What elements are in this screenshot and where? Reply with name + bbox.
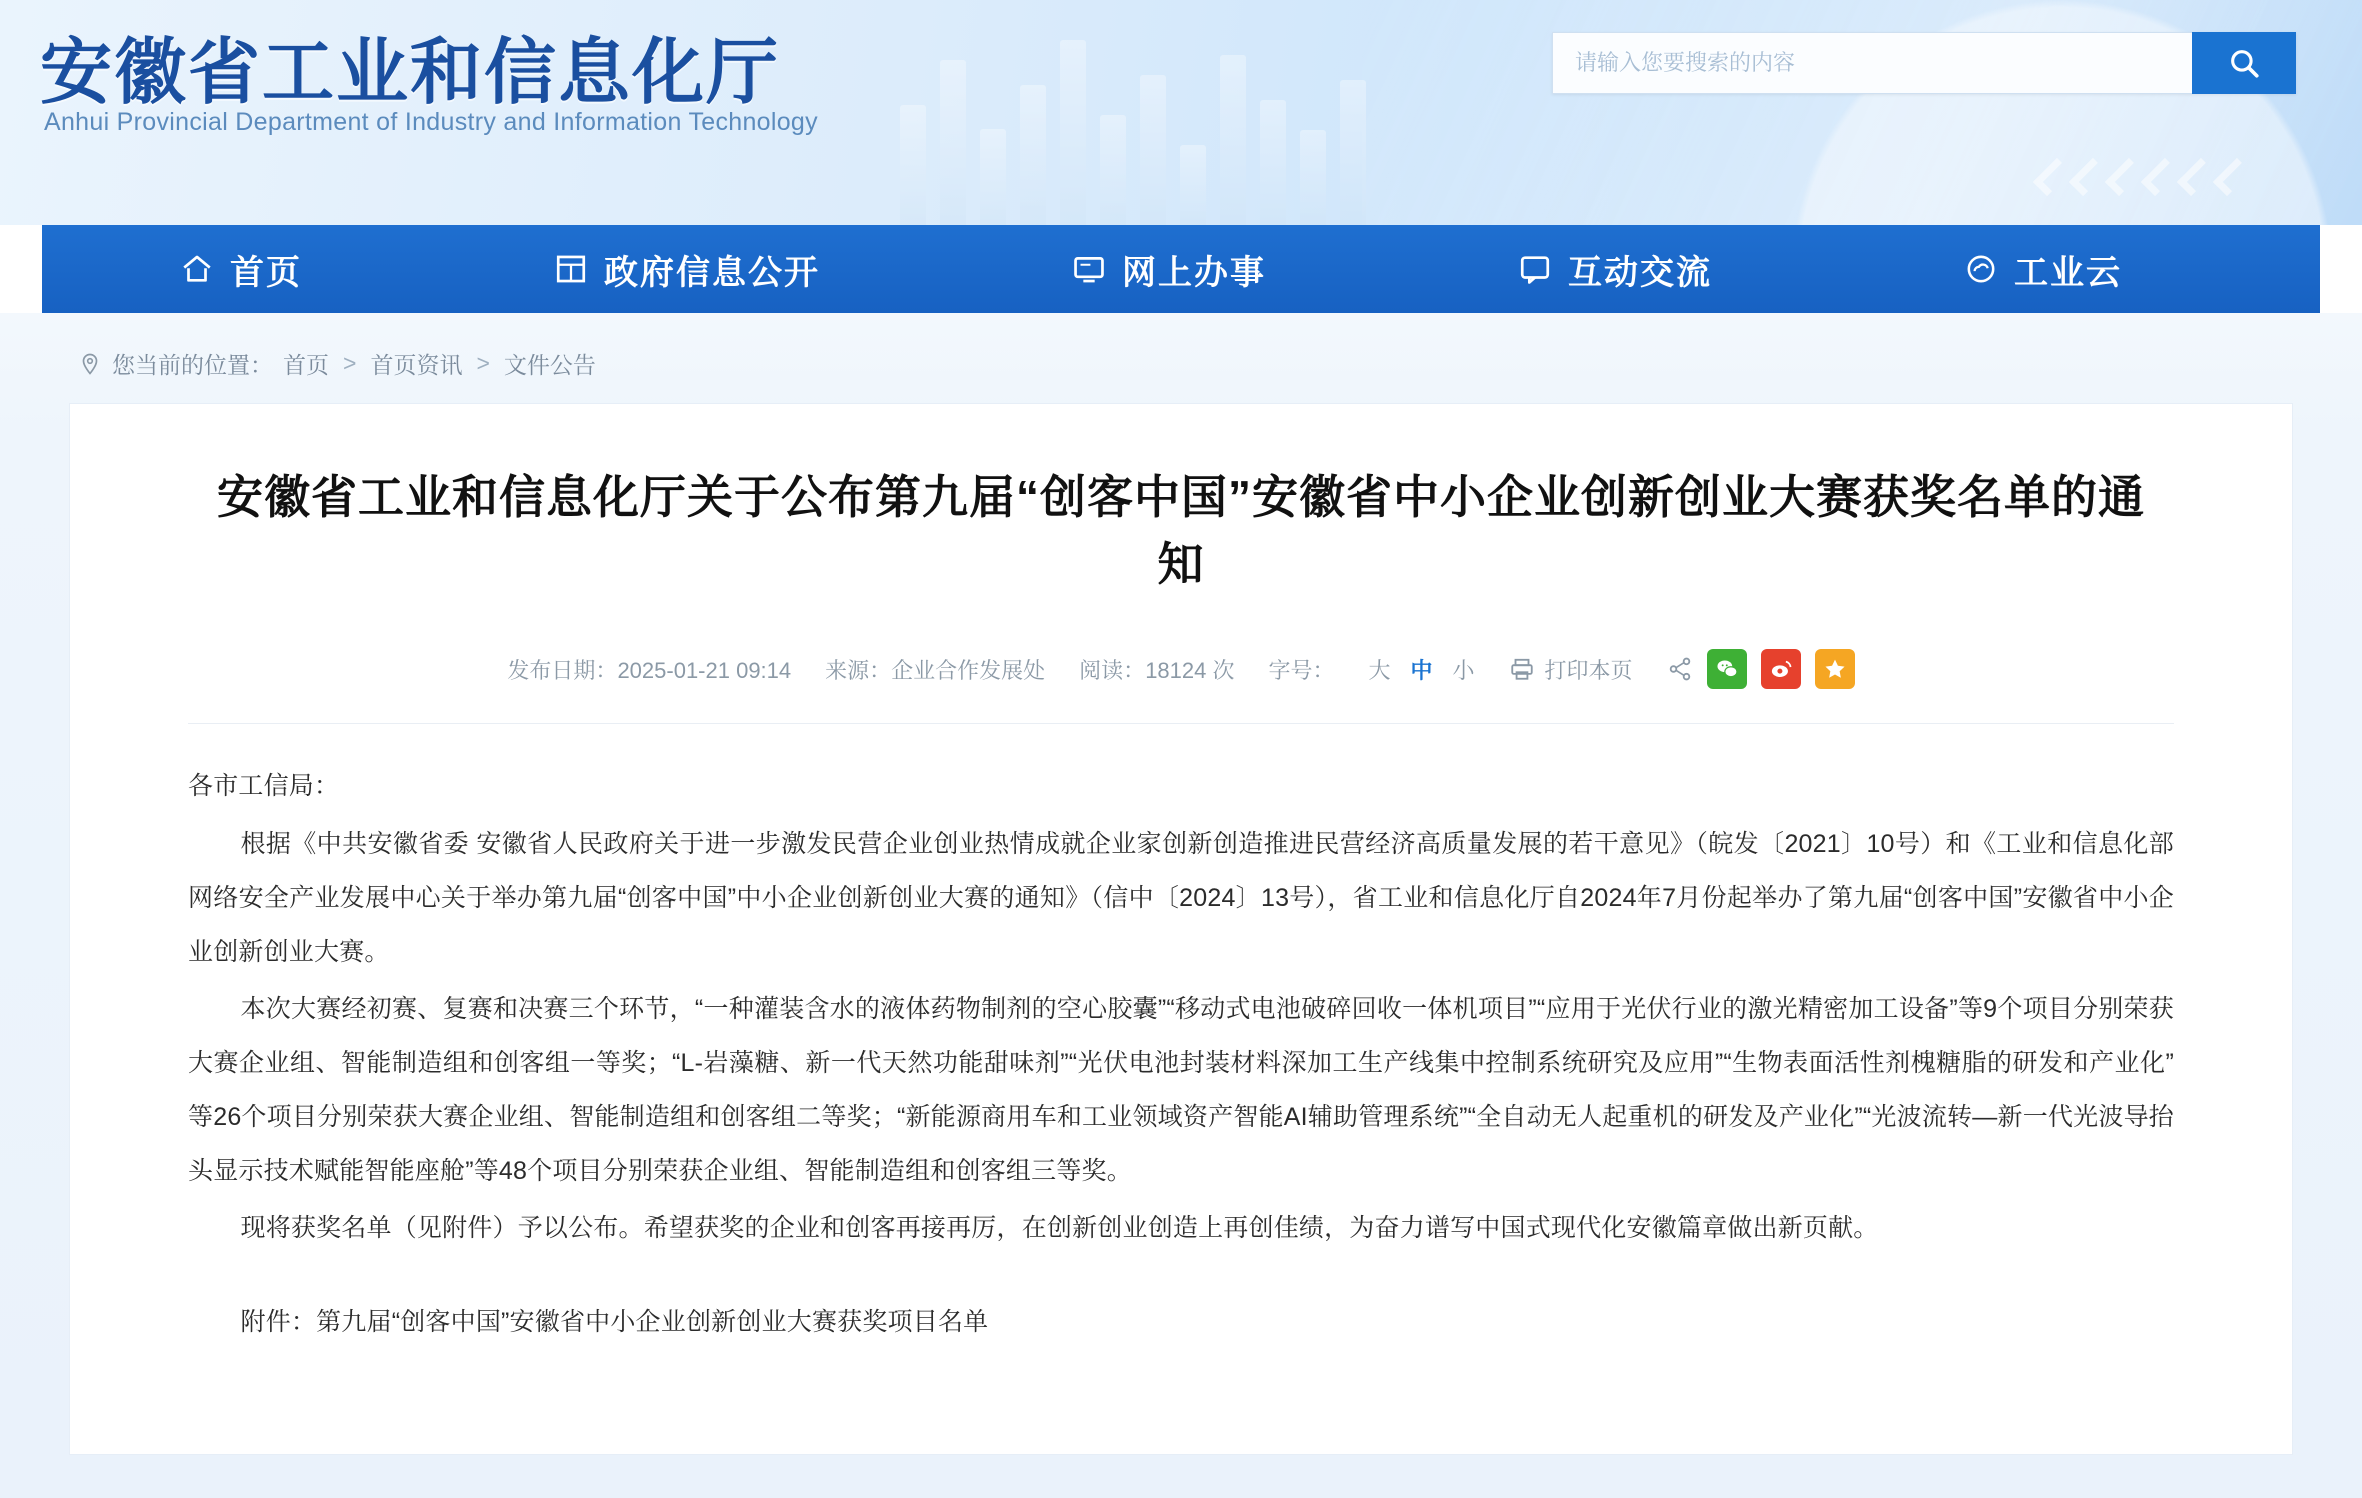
nav-item-government-info[interactable] — [554, 245, 820, 294]
publish-date-value: 2025-01-21 09:14 — [617, 657, 792, 683]
share-group — [1667, 649, 1855, 689]
share-wechat-button[interactable] — [1707, 649, 1747, 689]
nav-item-label: 首页 — [230, 253, 302, 292]
monitor-icon — [1072, 252, 1106, 286]
breadcrumb — [0, 313, 2362, 380]
home-icon — [180, 252, 214, 286]
fontsize-controls — [1369, 654, 1475, 685]
nav-item-label: 网上办事 — [1122, 253, 1266, 292]
cloud-icon — [1964, 252, 1998, 286]
article-card — [70, 404, 2292, 1454]
nav-item-industrial-cloud[interactable] — [1964, 245, 2122, 294]
article-paragraph: 现将获奖名单（见附件）予以公布。希望获奖的企业和创客再接再厉，在创新创业创造上再创佳绩，为奋力谱写中国式现代化安徽篇章做出新页献。 — [240, 1214, 1879, 1243]
search-icon — [2227, 46, 2261, 80]
fontsize-large-button[interactable]: 大 — [1368, 657, 1391, 683]
search-button[interactable] — [2192, 32, 2296, 94]
breadcrumb-item-news[interactable]: 首页资讯 — [370, 352, 463, 378]
site-title: 安徽省工业和信息化厅 — [40, 33, 781, 113]
nav-item-label: 工业云 — [2014, 253, 2122, 292]
nav-item-home[interactable] — [180, 245, 302, 294]
article-paragraph: 根据《中共安徽省委 安徽省人民政府关于进一步激发民营企业创业热情成就企业家创新创造推进民营经济高质量发展的若干意见》（皖发〔2021〕10号）和《工业和信息化部网络安全产业发展中心关于举办第九届“创客中国”中小企业创新创业大赛的通知》（信中〔2024〕13号），省工业和信息化厅自2024年7月份起举办了第九届“创客中国”安徽省中小企业创新创业大赛。 — [188, 830, 2175, 966]
weibo-icon — [1768, 656, 1794, 682]
site-banner — [0, 0, 2362, 225]
fontsize-label: 字号： — [1268, 657, 1335, 683]
banner-building-graphic — [880, 0, 1520, 225]
favorite-star-icon — [1822, 656, 1848, 682]
share-weibo-button[interactable] — [1761, 649, 1801, 689]
read-count-value: 18124 次 — [1145, 657, 1235, 683]
print-page-button[interactable] — [1509, 654, 1633, 685]
breadcrumb-item-home[interactable]: 首页 — [283, 352, 329, 378]
nav-item-online-service[interactable] — [1072, 245, 1266, 294]
publish-date-label: 发布日期：2025-01-21 09:14 — [507, 657, 792, 683]
page-body — [0, 313, 2362, 1498]
nav-item-interaction[interactable] — [1518, 245, 1712, 294]
source-label: 来源：企业合作发展处 — [825, 657, 1046, 683]
fontsize-small-button[interactable]: 小 — [1452, 657, 1475, 683]
search-input[interactable] — [1552, 32, 2192, 94]
breadcrumb-separator: > — [343, 350, 357, 376]
breadcrumb-separator: > — [476, 350, 490, 376]
article-salutation: 各市工信局： — [188, 772, 340, 801]
wechat-icon — [1714, 656, 1740, 682]
breadcrumb-item-announcements[interactable]: 文件公告 — [503, 352, 596, 378]
read-count-label: 阅读：18124 次 — [1079, 657, 1235, 683]
add-favorite-button[interactable] — [1815, 649, 1855, 689]
fontsize-medium-button[interactable]: 中 — [1410, 657, 1433, 683]
article-paragraph: 本次大赛经初赛、复赛和决赛三个环节，“一种灌装含水的液体药物制剂的空心胶囊”“移动式电池破碎回收一体机项目”“应用于光伏行业的激光精密加工设备”等9个项目分别荣获大赛企业组、智能制造组和创客组一等奖；“L-岩藻糖、新一代天然功能甜味剂”“光伏电池封装材料深加工生产线集中控制系统研究及应用”“生物表面活性剂槐糖脂的研发和产业化”等26个项目分别荣获大赛企业组、智能制造组和创客组二等奖；“新能源商用车和工业领域资产智能AI辅助管理系统”“全自动无人起重机的研发及产业化”“光波流转—新一代光波导抬头显示技术赋能智能座舱”等48个项目分别荣获企业组、智能制造组和创客组三等奖。 — [188, 995, 2174, 1185]
grid-icon — [554, 252, 588, 286]
location-pin-icon — [78, 352, 102, 376]
chat-icon — [1518, 252, 1552, 286]
breadcrumb-prefix: 您当前的位置： — [112, 352, 273, 378]
print-page-label: 打印本页 — [1544, 657, 1633, 683]
main-navigation — [0, 225, 2362, 313]
nav-item-label: 互动交流 — [1568, 253, 1712, 292]
page-title: 安徽省工业和信息化厅关于公布第九届“创客中国”安徽省中小企业创新创业大赛获奖名单的通知 — [217, 471, 2145, 590]
article-attachment-line[interactable]: 附件：第九届“创客中国”安徽省中小企业创新创业大赛获奖项目名单 — [240, 1308, 989, 1337]
printer-icon — [1509, 656, 1535, 682]
share-icon[interactable] — [1667, 656, 1693, 682]
article-meta — [188, 649, 2174, 689]
article-body — [188, 724, 2174, 1350]
source-value: 企业合作发展处 — [891, 657, 1046, 683]
nav-item-label: 政府信息公开 — [604, 253, 820, 292]
site-search — [1552, 32, 2296, 94]
site-subtitle: Anhui Provincial Department of Industry and Information Technology — [44, 108, 818, 136]
chevron-decoration-icon — [2042, 160, 2242, 194]
